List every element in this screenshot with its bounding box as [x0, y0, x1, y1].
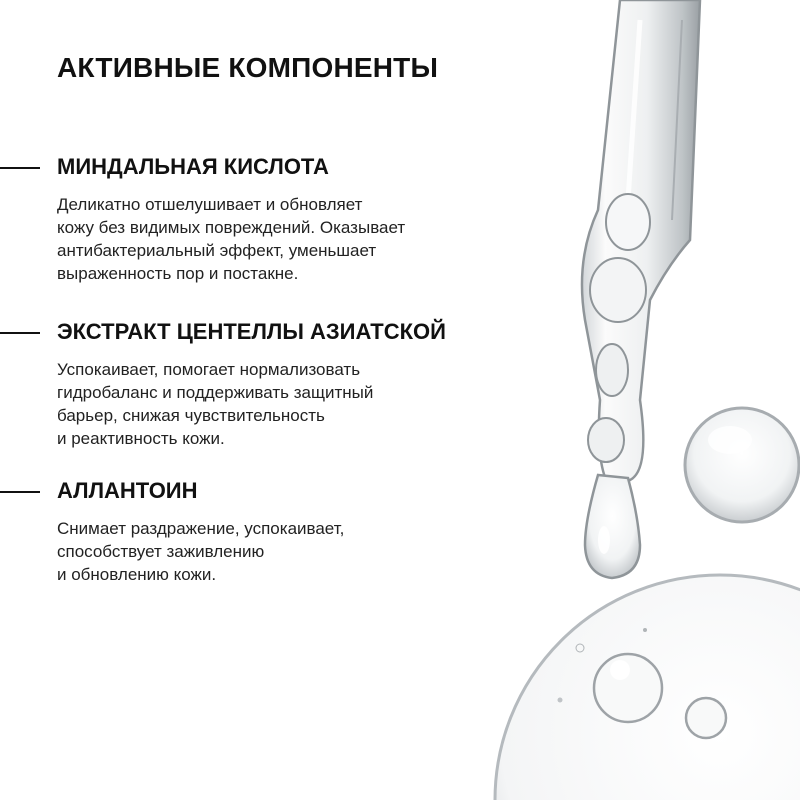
- component-centella-extract: [57, 318, 527, 450]
- component-name: МИНДАЛЬНАЯ КИСЛОТА: [57, 154, 329, 179]
- component-description: Деликатно отшелушивает и обновляет кожу без видимых повреждений. Оказывает антибактериальный эффект, уменьшает выраженность пор и постакне.: [57, 195, 406, 283]
- section-divider: [0, 167, 40, 169]
- component-description: Снимает раздражение, успокаивает, способствует заживлению и обновлению кожи.: [57, 519, 345, 584]
- bubble-2: [686, 698, 726, 738]
- component-name: ЭКСТРАКТ ЦЕНТЕЛЛЫ АЗИАТСКОЙ: [57, 319, 446, 344]
- page-title: АКТИВНЫЕ КОМПОНЕНТЫ: [57, 52, 439, 83]
- component-name: АЛЛАНТОИН: [57, 478, 198, 503]
- section-divider: [0, 332, 40, 334]
- component-almond-acid: [57, 153, 527, 285]
- section-divider: [0, 491, 40, 493]
- component-description: Успокаивает, помогает нормализовать гидробаланс и поддерживать защитный барьер, снижая чувствительность и реактивность кожи.: [57, 360, 374, 448]
- hanging-drop: [585, 475, 640, 578]
- component-allantoin: [57, 477, 527, 586]
- floating-drop: [685, 408, 799, 522]
